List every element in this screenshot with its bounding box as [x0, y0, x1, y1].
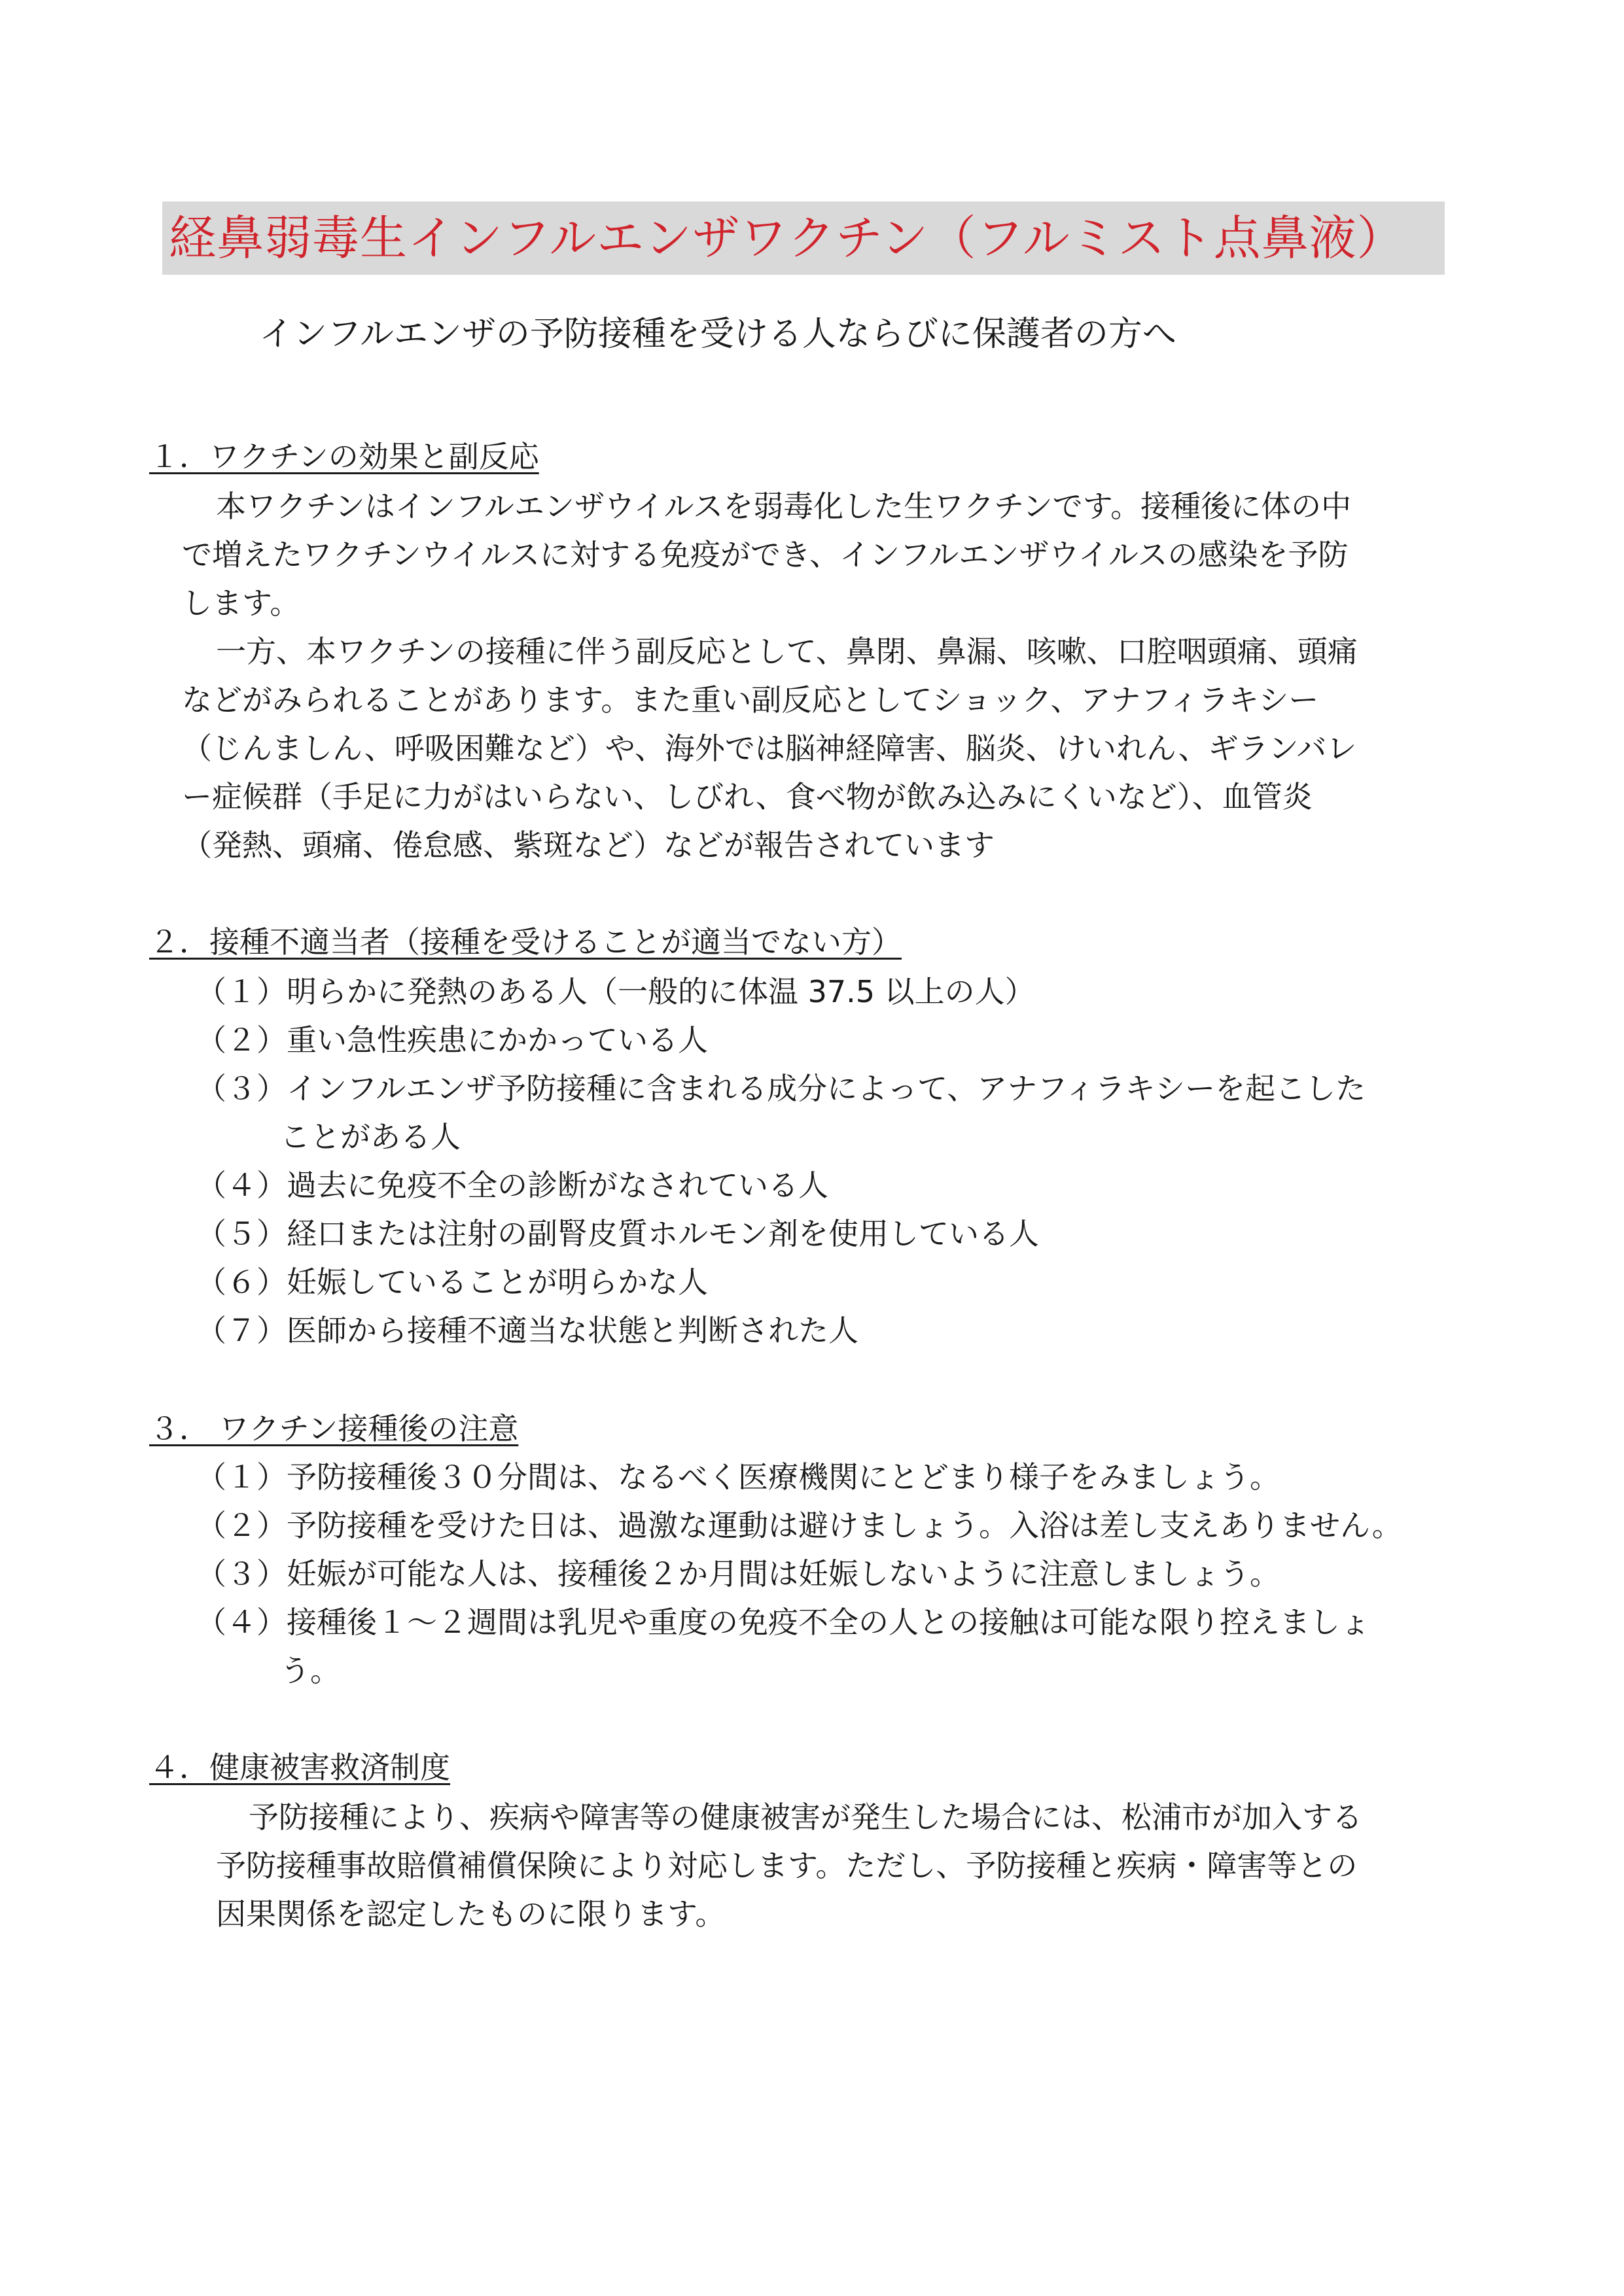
section-4-line: 予防接種事故賠償補償保険により対応します。ただし、予防接種と疾病・障害等との: [216, 1848, 1358, 1883]
section-3-item: （２）予防接種を受けた日は、過激な運動は避けましょう。入浴は差し支えありません。: [196, 1508, 1402, 1543]
section-1-line: ー症候群（手足に力がはいらない、しびれ、食べ物が飲み込みにくいなど）、血管炎: [182, 779, 1313, 814]
section-4-line: 因果関係を認定したものに限ります。: [216, 1896, 726, 1932]
section-3-item: （１）予防接種後３０分間は、なるべく医療機関にとどまり様子をみましょう。: [196, 1459, 1280, 1495]
section-3-heading: ３． ワクチン接種後の注意: [149, 1411, 519, 1446]
section-1-line: 本ワクチンはインフルエンザウイルスを弱毒化した生ワクチンです。接種後に体の中: [216, 489, 1352, 524]
section-1-line: 一方、本ワクチンの接種に伴う副反応として、鼻閉、鼻漏、咳嗽、口腔咽頭痛、頭痛: [216, 634, 1358, 669]
section-1-heading: １．ワクチンの効果と副反応: [149, 439, 539, 474]
section-3-item-continuation: う。: [280, 1653, 340, 1688]
section-2-item-continuation: ことがある人: [280, 1119, 461, 1155]
section-2-item: （４）過去に免疫不全の診断がなされている人: [196, 1168, 828, 1203]
section-2-heading: ２．接種不適当者（接種を受けることが適当でない方）: [149, 924, 902, 960]
section-4-heading: ４．健康被害救済制度: [149, 1750, 450, 1785]
section-3-item: （３）妊娠が可能な人は、接種後２か月間は妊娠しないように注意しましょう。: [196, 1556, 1280, 1592]
document-subtitle: インフルエンザの予防接種を受ける人ならびに保護者の方へ: [259, 315, 1176, 354]
section-2-item: （１）明らかに発熱のある人（一般的に体温 37.5 以上の人）: [196, 974, 1035, 1009]
section-2-item: （２）重い急性疾患にかかっている人: [196, 1022, 708, 1058]
section-2-item: （５）経口または注射の副腎皮質ホルモン剤を使用している人: [196, 1216, 1039, 1251]
section-3-item: （４）接種後１～２週間は乳児や重度の免疫不全の人との接触は可能な限り控えましょ: [196, 1605, 1370, 1640]
section-2-item: （６）妊娠していることが明らかな人: [196, 1264, 708, 1300]
section-4-line: 予防接種により、疾病や障害等の健康被害が発生した場合には、松浦市が加入する: [249, 1800, 1362, 1835]
document-title: 経鼻弱毒生インフルエンザワクチン（フルミスト点鼻液）: [169, 211, 1405, 266]
section-2-item: （７）医師から接種不適当な状態と判断された人: [196, 1313, 858, 1348]
section-1-line: などがみられることがあります。また重い副反応としてショック、アナフィラキシー: [182, 682, 1319, 718]
section-1-line: （じんましん、呼吸困難など）や、海外では脳神経障害、脳炎、けいれん、ギランバレ: [182, 731, 1357, 766]
section-1-line: します。: [182, 585, 300, 621]
section-1-line: （発熱、頭痛、倦怠感、紫斑など）などが報告されています: [182, 827, 995, 863]
section-2-item: （３）インフルエンザ予防接種に含まれる成分によって、アナフィラキシーを起こした: [196, 1071, 1366, 1106]
section-1-line: で増えたワクチンウイルスに対する免疫ができ、インフルエンザウイルスの感染を予防: [182, 537, 1349, 572]
